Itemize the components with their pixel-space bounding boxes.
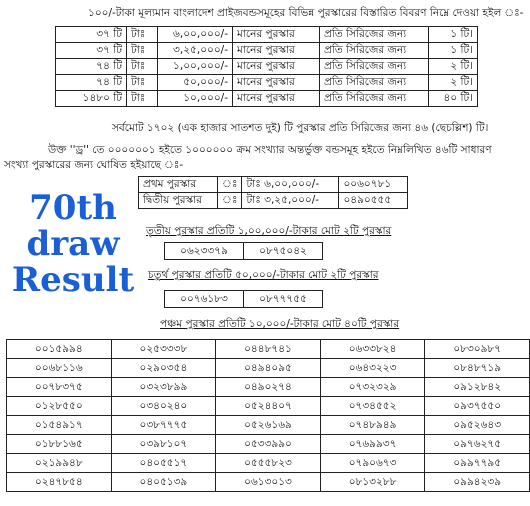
top-prize-amount: টাঃ ৬,০০,০০০/- [242, 177, 339, 193]
prize-per: প্রতি সিরিজের জন্য [320, 59, 429, 75]
fifth-prize-number: ০৮৪৮৭১৯ [425, 359, 530, 378]
top-prize-label: প্রথম পুরস্কার [139, 177, 218, 193]
fifth-prize-number: ০৬১৩০১৩ [216, 473, 321, 492]
fifth-prize-number: ০৭৯০৬৭৩ [320, 454, 425, 473]
prize-per: প্রতি সিরিজের জন্য [320, 91, 429, 107]
fifth-prize-number: ০০৬৮১১৬ [7, 359, 112, 378]
intro-text: ১০০/-টাকা মূল্যমান বাংলাদেশ প্রাইজবন্ডসমূহের বিভিন্ন পুরস্কারের বিস্তারিত বিবরণ নিম্নে দেওয়া হইল ঃ- [88, 7, 524, 19]
fifth-prize-number: ০২৪৭৮৫৪ [7, 473, 112, 492]
prize-per: প্রতি সিরিজের জন্য [320, 43, 429, 59]
top-prize-row [139, 177, 408, 193]
fifth-prize-number: ০৭৪৮৯৪৯ [320, 416, 425, 435]
prize-amount: ৩,২৫,০০০/- [158, 43, 233, 59]
fifth-prize-number: ০২১৯৯৪৮ [7, 454, 112, 473]
fifth-prize-number: ০৮১৩২৮৮ [320, 473, 425, 492]
fifth-prize-number: ০৬৪৩২২৩ [320, 359, 425, 378]
prize-amount: ১,০০,০০০/- [158, 59, 233, 75]
prize-row [56, 75, 478, 91]
fifth-prize-number: ০২৫৩৩৩৮ [111, 340, 216, 359]
fourth-prize-heading: চতুর্থ পুরস্কার প্রতিটি ৫০,০০০/-টাকার মোট ২টি পুরস্কার [148, 269, 379, 281]
prize-taka: টাঃ [127, 43, 158, 59]
prize-count: ৭৪ টি [56, 75, 127, 91]
fifth-prize-number: ০৭৩২৩২৯ [320, 378, 425, 397]
prize-count: ৩৭ টি [56, 43, 127, 59]
fifth-prize-number: ০৯৫২৬৪৩ [425, 416, 530, 435]
third-prize-number: ০৬২৩৩৭৯ [165, 243, 244, 260]
top-prize-number: ০০৬০৭৮১ [339, 177, 408, 193]
fifth-prize-number: ০৫২৬১৬৯ [216, 416, 321, 435]
fifth-prize-number: ০০১৫৯৯৪ [7, 340, 112, 359]
prize-num: ৪০ টি। [429, 91, 478, 107]
top-prize-amount: টাঃ ৩,২৫,০০০/- [242, 193, 339, 209]
note-line-1: উক্ত ''ড্র'' তে ০০০০০০১ হইতে ১০০০০০০ ক্রম সংখ্যার অন্তর্ভুক্ত বন্ডসমূহ হইতে নিম্নলিখিত ৪৬টি সাধারণ [48, 144, 492, 156]
fifth-prize-number: ০৪০৫৫১৭ [111, 454, 216, 473]
fifth-prize-row [7, 397, 530, 416]
prize-taka: টাঃ [127, 91, 158, 107]
prize-desc: মানের পুরস্কার [233, 59, 320, 75]
fifth-prize-heading: পঞ্চম পুরস্কার প্রতিটি ১০,০০০/-টাকার মোট ৪০টি পুরস্কার [160, 318, 400, 330]
prize-taka: টাঃ [127, 27, 158, 43]
top-prize-colon: ঃ [218, 177, 242, 193]
total-line: সর্বমোট ১৭০২ (এক হাজার সাতশত দুই) টি পুরস্কার প্রতি সিরিজের জন্য ৪৬ (ছেচল্লিশ) টি। [112, 122, 489, 134]
fifth-prize-row [7, 454, 530, 473]
fourth-prize-numbers [164, 290, 323, 308]
fifth-prize-number: ০৩৪০২৪০ [111, 397, 216, 416]
prize-desc: মানের পুরস্কার [233, 75, 320, 91]
fifth-prize-row [7, 473, 530, 492]
prize-desc: মানের পুরস্কার [233, 27, 320, 43]
fifth-prize-number: ০২৯০৩৫৪ [111, 359, 216, 378]
fourth-prize-number: ০৮৭৭৭৫৫ [244, 291, 323, 308]
prize-num: ২ টি। [429, 59, 478, 75]
fifth-prize-number: ০৯১২৮৪২ [425, 378, 530, 397]
fifth-prize-number: ০৪৯৪০৯৫ [216, 359, 321, 378]
fifth-prize-number: ০৪৯০২৭৪ [216, 378, 321, 397]
prize-num: ২ টি। [429, 75, 478, 91]
draw-result-banner [8, 190, 138, 298]
fifth-prize-number: ০৯৯৪২৩৯ [425, 473, 530, 492]
top-prize-label: দ্বিতীয় পুরস্কার [139, 193, 218, 209]
prize-taka: টাঃ [127, 59, 158, 75]
fifth-prize-number: ০৭৩৪৫৫২ [320, 397, 425, 416]
third-prize-number: ০৮৭৫০৪২ [244, 243, 323, 260]
fifth-prize-row [7, 435, 530, 454]
prize-row [56, 59, 478, 75]
third-prize-numbers [164, 242, 323, 260]
fifth-prize-number: ০৩৯৮১০৭ [111, 435, 216, 454]
fourth-prize-number: ০০৭৬১৮৩ [165, 291, 244, 308]
top-prizes-table [138, 176, 408, 209]
banner-line-1: 70th [29, 188, 117, 228]
prize-num: ১ টি। [429, 27, 478, 43]
top-prize-colon: ঃ [218, 193, 242, 209]
prize-num: ১ টি। [429, 43, 478, 59]
prize-count: ৩৭ টি [56, 27, 127, 43]
fifth-prize-number: ০১২৮৫৫০ [7, 397, 112, 416]
fifth-prize-number: ০৭৬৯৯৩৭ [320, 435, 425, 454]
fifth-prize-number: ০৯৩৭৫৫০ [425, 397, 530, 416]
fifth-prize-number: ০৪০৫১৩৯ [111, 473, 216, 492]
prize-per: প্রতি সিরিজের জন্য [320, 75, 429, 91]
fifth-prize-number: ০৮৩০৯৮৭ [425, 340, 530, 359]
fifth-prize-number: ০৩২৩৮৯৯ [111, 378, 216, 397]
prize-desc: মানের পুরস্কার [233, 91, 320, 107]
prize-amount: ৫০,০০০/- [158, 75, 233, 91]
prize-desc: মানের পুরস্কার [233, 43, 320, 59]
prize-amount: ১০,০০০/- [158, 91, 233, 107]
fifth-prize-row [7, 359, 530, 378]
fifth-prize-number: ০৯৯৭৭৯৫ [425, 454, 530, 473]
note-line-2: সংখ্যা পুরস্কারের জন্য ঘোষিত হইয়াছে ঃ- [4, 159, 184, 171]
banner-line-2: draw [26, 224, 120, 264]
top-prize-row [139, 193, 408, 209]
prize-per: প্রতি সিরিজের জন্য [320, 27, 429, 43]
banner-line-3: Result [11, 260, 135, 300]
top-prize-number: ০৪৯০৫৫৫ [339, 193, 408, 209]
fifth-prize-row [7, 378, 530, 397]
fifth-prize-grid [6, 339, 530, 492]
prize-count: ১৪৮০ টি [56, 91, 127, 107]
fifth-prize-row [7, 416, 530, 435]
fifth-prize-number: ০৩৮৭৭৭৫ [111, 416, 216, 435]
prize-count: ৭৪ টি [56, 59, 127, 75]
prize-row [56, 91, 478, 107]
fifth-prize-number: ০১৮৮১৬৫ [7, 435, 112, 454]
prize-row [56, 27, 478, 43]
fifth-prize-row [7, 340, 530, 359]
prize-table [55, 26, 478, 107]
prize-amount: ৬,০০,০০০/- [158, 27, 233, 43]
prize-taka: টাঃ [127, 75, 158, 91]
fifth-prize-number: ০৫২৪৪০৭ [216, 397, 321, 416]
fifth-prize-number: ০৬৩৩৮২৪ [320, 340, 425, 359]
fifth-prize-number: ০৪৪৮৭৪১ [216, 340, 321, 359]
prize-row [56, 43, 478, 59]
fifth-prize-number: ০৫৩৩৯৯০ [216, 435, 321, 454]
fifth-prize-number: ০০৭৮৩৭৫ [7, 378, 112, 397]
fifth-prize-number: ০৯৭৬২৭৫ [425, 435, 530, 454]
fifth-prize-number: ০১৫৪৯১৭ [7, 416, 112, 435]
fifth-prize-number: ০৫৫৫৮২৩ [216, 454, 321, 473]
third-prize-heading: তৃতীয় পুরস্কার প্রতিটি ১,০০,০০০/-টাকার মোট ২টি পুরস্কার [146, 225, 392, 237]
